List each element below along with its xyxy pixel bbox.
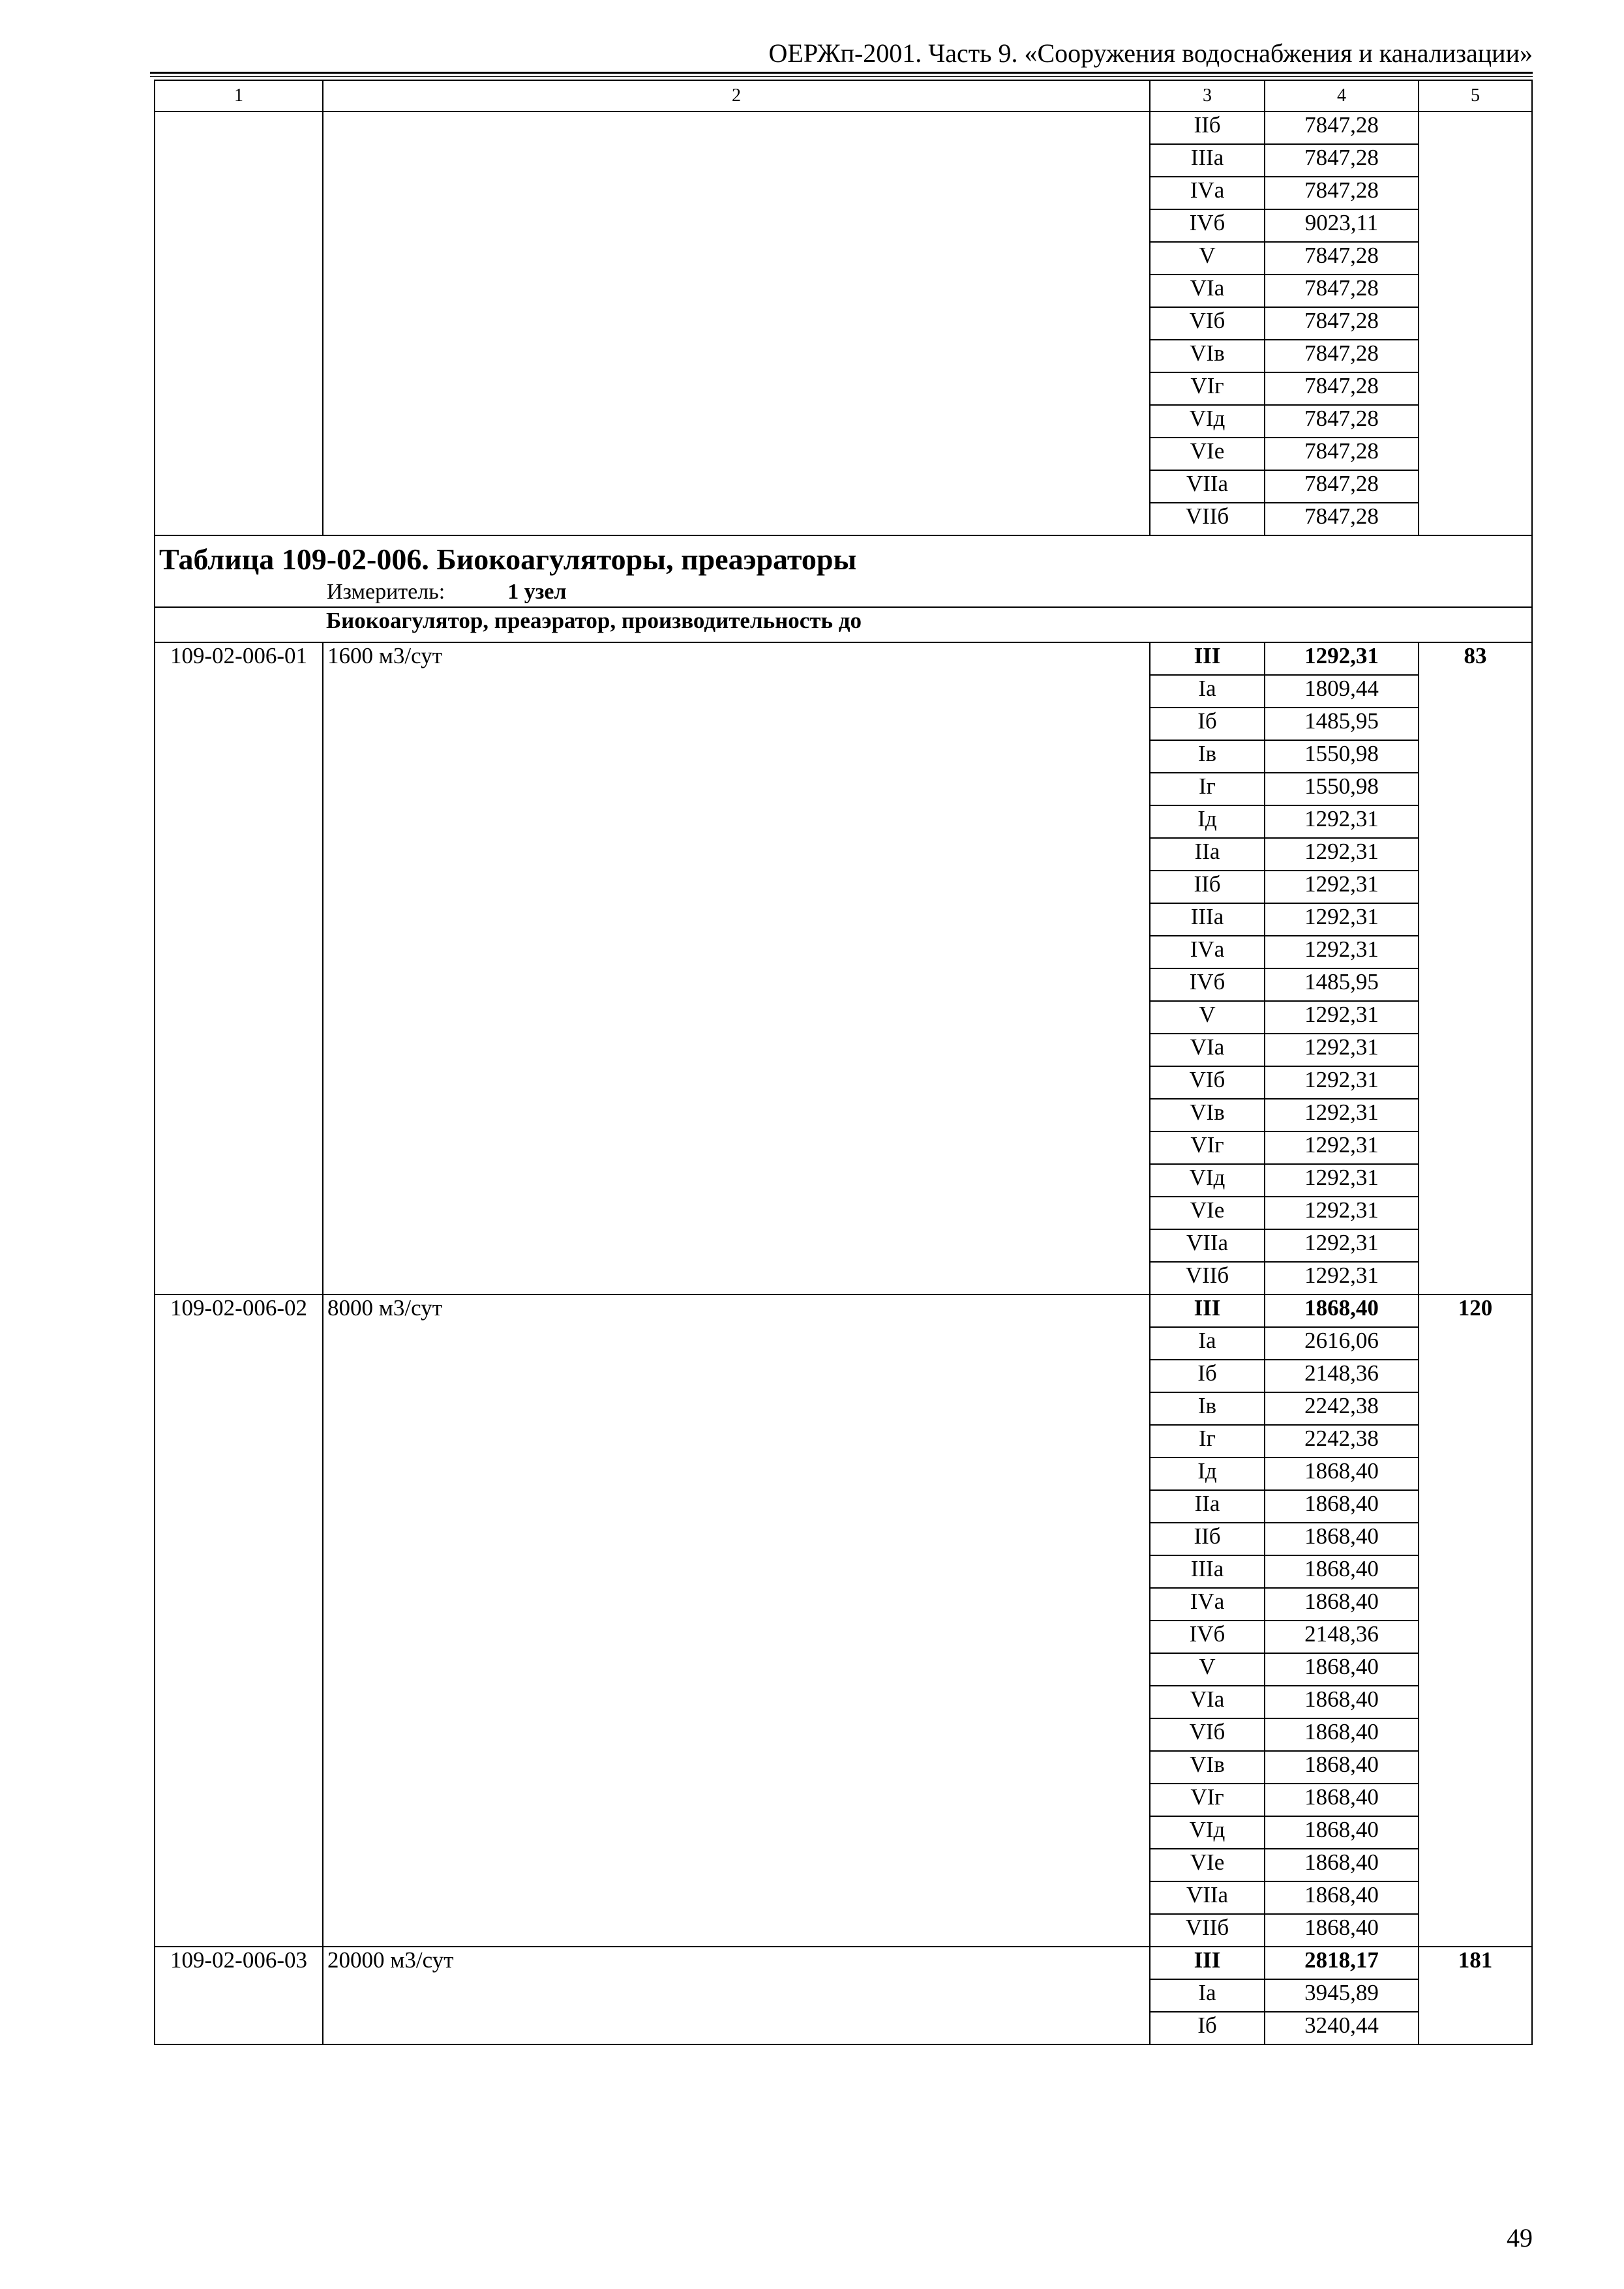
zone-cell: IVб — [1150, 1621, 1265, 1653]
price-cell: 7847,28 — [1265, 438, 1419, 470]
item-name: 8000 м3/сут — [323, 1294, 1150, 1947]
zone-cell: Iб — [1150, 1360, 1265, 1392]
zone-cell: IIа — [1150, 1490, 1265, 1523]
price-cell: 9023,11 — [1265, 209, 1419, 242]
price-cell: 1868,40 — [1265, 1588, 1419, 1621]
page-header: ОЕРЖп-2001. Часть 9. «Сооружения водоснабжения и канализации» — [768, 38, 1533, 68]
zone-cell: IIб — [1150, 871, 1265, 903]
price-cell: 1292,31 — [1265, 1229, 1419, 1262]
column-number-row — [155, 80, 1532, 112]
price-cell: 1868,40 — [1265, 1881, 1419, 1914]
price-cell: 1292,31 — [1265, 1034, 1419, 1066]
zone-cell: IIIа — [1150, 903, 1265, 936]
item-total: 181 — [1419, 1947, 1532, 2044]
zone-cell: VIв — [1150, 1751, 1265, 1784]
price-cell: 1868,40 — [1265, 1816, 1419, 1849]
zone-cell: Iг — [1150, 1425, 1265, 1458]
zone-cell: VIIа — [1150, 1881, 1265, 1914]
price-cell: 7847,28 — [1265, 405, 1419, 438]
price-cell: 1550,98 — [1265, 773, 1419, 805]
price-cell: 1868,40 — [1265, 1914, 1419, 1947]
page-number: 49 — [1507, 2223, 1533, 2252]
column-number: 4 — [1265, 80, 1419, 112]
price-cell: 1550,98 — [1265, 740, 1419, 773]
price-cell: 7847,28 — [1265, 503, 1419, 535]
price-cell: 7847,28 — [1265, 177, 1419, 209]
zone-cell: VIд — [1150, 405, 1265, 438]
price-cell: 2818,17 — [1265, 1947, 1419, 1979]
price-cell: 1868,40 — [1265, 1784, 1419, 1816]
zone-cell: Iд — [1150, 805, 1265, 838]
name-cell — [323, 112, 1150, 535]
item-total: 83 — [1419, 642, 1532, 1294]
price-cell: 2148,36 — [1265, 1360, 1419, 1392]
zone-cell: VIг — [1150, 1131, 1265, 1164]
price-cell: 1809,44 — [1265, 675, 1419, 708]
zone-cell: IVа — [1150, 177, 1265, 209]
table-row — [155, 112, 1532, 144]
measure-line — [159, 578, 1527, 606]
table-title: Таблица 109-02-006. Биокоагуляторы, преаэраторы — [159, 543, 857, 576]
zone-cell: VIг — [1150, 1784, 1265, 1816]
item-name: 1600 м3/сут — [323, 642, 1150, 1294]
zone-cell: VIб — [1150, 1718, 1265, 1751]
price-cell: 2616,06 — [1265, 1327, 1419, 1360]
price-table — [154, 80, 1533, 2045]
price-cell: 1292,31 — [1265, 1001, 1419, 1034]
price-cell: 1292,31 — [1265, 1066, 1419, 1099]
zone-cell: Iд — [1150, 1458, 1265, 1490]
price-cell: 1292,31 — [1265, 805, 1419, 838]
price-cell: 7847,28 — [1265, 144, 1419, 177]
zone-cell: III — [1150, 1294, 1265, 1327]
item-code: 109-02-006-03 — [155, 1947, 323, 2044]
zone-cell: VIв — [1150, 1099, 1265, 1131]
price-cell: 7847,28 — [1265, 470, 1419, 503]
zone-cell: Iв — [1150, 1392, 1265, 1425]
column-number: 2 — [323, 80, 1150, 112]
zone-cell: VIIб — [1150, 1914, 1265, 1947]
zone-cell: Iб — [1150, 2012, 1265, 2044]
price-cell: 7847,28 — [1265, 372, 1419, 405]
zone-cell: VIа — [1150, 275, 1265, 307]
zone-cell: VIIб — [1150, 503, 1265, 535]
price-cell: 1292,31 — [1265, 838, 1419, 871]
price-cell: 1868,40 — [1265, 1849, 1419, 1881]
table-row — [155, 642, 1532, 675]
zone-cell: VIв — [1150, 340, 1265, 372]
header-rule-thin — [150, 76, 1533, 77]
zone-cell: VIа — [1150, 1034, 1265, 1066]
group-heading-row — [155, 607, 1532, 642]
zone-cell: VIIб — [1150, 1262, 1265, 1294]
zone-cell: IIIа — [1150, 1555, 1265, 1588]
zone-cell: Iг — [1150, 773, 1265, 805]
price-cell: 1292,31 — [1265, 642, 1419, 675]
zone-cell: VIб — [1150, 1066, 1265, 1099]
price-cell: 1868,40 — [1265, 1653, 1419, 1686]
group-heading: Биокоагулятор, преаэратор, производительность до — [326, 608, 862, 633]
price-cell: 1292,31 — [1265, 1131, 1419, 1164]
zone-cell: IVб — [1150, 209, 1265, 242]
price-cell: 1292,31 — [1265, 936, 1419, 968]
zone-cell: V — [1150, 242, 1265, 275]
price-cell: 1868,40 — [1265, 1490, 1419, 1523]
header-rule — [150, 72, 1533, 74]
table-row — [155, 1947, 1532, 1979]
measure-label: Измеритель: — [327, 580, 445, 604]
item-code: 109-02-006-01 — [155, 642, 323, 1294]
price-cell: 2242,38 — [1265, 1425, 1419, 1458]
price-cell: 1868,40 — [1265, 1555, 1419, 1588]
price-cell: 7847,28 — [1265, 112, 1419, 144]
price-cell: 1292,31 — [1265, 903, 1419, 936]
zone-cell: VIе — [1150, 1197, 1265, 1229]
price-cell: 1292,31 — [1265, 1164, 1419, 1197]
price-cell: 2148,36 — [1265, 1621, 1419, 1653]
zone-cell: VIIа — [1150, 1229, 1265, 1262]
zone-cell: Iа — [1150, 1327, 1265, 1360]
price-cell: 1292,31 — [1265, 1262, 1419, 1294]
zone-cell: IIа — [1150, 838, 1265, 871]
price-cell: 1868,40 — [1265, 1458, 1419, 1490]
price-cell: 7847,28 — [1265, 275, 1419, 307]
item-name: 20000 м3/сут — [323, 1947, 1150, 2044]
zone-cell: VIIа — [1150, 470, 1265, 503]
column-number: 5 — [1419, 80, 1532, 112]
zone-cell: Iв — [1150, 740, 1265, 773]
price-cell: 1485,95 — [1265, 708, 1419, 740]
table-title-row — [155, 535, 1532, 607]
zone-cell: VIг — [1150, 372, 1265, 405]
price-cell: 7847,28 — [1265, 307, 1419, 340]
table-row — [155, 1294, 1532, 1327]
price-cell: 7847,28 — [1265, 242, 1419, 275]
price-cell: 1868,40 — [1265, 1718, 1419, 1751]
zone-cell: VIб — [1150, 307, 1265, 340]
price-cell: 1868,40 — [1265, 1686, 1419, 1718]
price-cell: 3945,89 — [1265, 1979, 1419, 2012]
zone-cell: VIд — [1150, 1164, 1265, 1197]
zone-cell: IIб — [1150, 112, 1265, 144]
item-total: 120 — [1419, 1294, 1532, 1947]
zone-cell: V — [1150, 1653, 1265, 1686]
price-cell: 1292,31 — [1265, 871, 1419, 903]
price-cell: 7847,28 — [1265, 340, 1419, 372]
zone-cell: V — [1150, 1001, 1265, 1034]
zone-cell: Iа — [1150, 1979, 1265, 2012]
zone-cell: III — [1150, 642, 1265, 675]
zone-cell: VIа — [1150, 1686, 1265, 1718]
price-cell: 1868,40 — [1265, 1751, 1419, 1784]
price-cell: 1868,40 — [1265, 1523, 1419, 1555]
zone-cell: IIIа — [1150, 144, 1265, 177]
price-cell: 1868,40 — [1265, 1294, 1419, 1327]
zone-cell: Iа — [1150, 675, 1265, 708]
zone-cell: IIб — [1150, 1523, 1265, 1555]
column-number: 3 — [1150, 80, 1265, 112]
item-code: 109-02-006-02 — [155, 1294, 323, 1947]
zone-cell: IVа — [1150, 936, 1265, 968]
column-number: 1 — [155, 80, 323, 112]
total-cell — [1419, 112, 1532, 535]
zone-cell: Iб — [1150, 708, 1265, 740]
zone-cell: IVб — [1150, 968, 1265, 1001]
price-cell: 3240,44 — [1265, 2012, 1419, 2044]
price-cell: 1485,95 — [1265, 968, 1419, 1001]
zone-cell: IVа — [1150, 1588, 1265, 1621]
zone-cell: VIд — [1150, 1816, 1265, 1849]
zone-cell: VIе — [1150, 1849, 1265, 1881]
zone-cell: VIе — [1150, 438, 1265, 470]
measure-value: 1 узел — [507, 580, 567, 604]
price-cell: 2242,38 — [1265, 1392, 1419, 1425]
zone-cell: III — [1150, 1947, 1265, 1979]
code-cell — [155, 112, 323, 535]
price-cell: 1292,31 — [1265, 1197, 1419, 1229]
price-cell: 1292,31 — [1265, 1099, 1419, 1131]
